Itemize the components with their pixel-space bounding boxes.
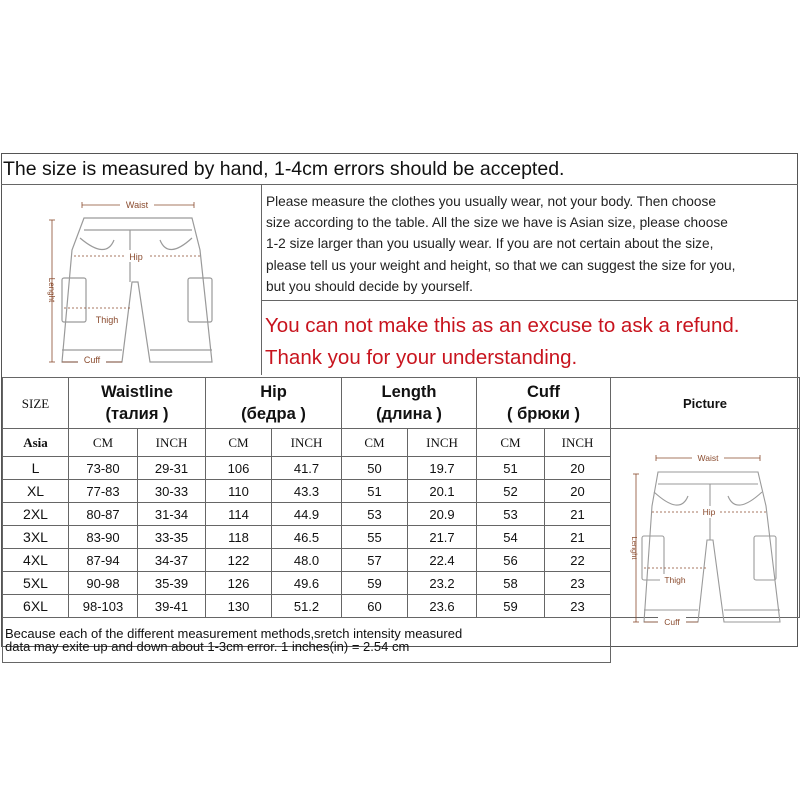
table-cell: 31-34 (138, 503, 206, 526)
size-header: SIZE (3, 378, 69, 429)
cell-text: data may exite up and down about 1-3cm error. 1 inches(in) = 2.54 cm (5, 639, 410, 654)
table-cell: 21 (545, 526, 611, 549)
cell-text: Length (381, 383, 437, 401)
table-cell: 77-83 (69, 480, 138, 503)
table-cell: 29-31 (138, 457, 206, 480)
note-line: please tell us your weight and height, so that we can suggest the size for you, (266, 257, 736, 273)
table-cell: 51 (477, 457, 545, 480)
table-cell: 5XL (3, 572, 69, 595)
table-cell: 53 (342, 503, 408, 526)
table-cell: 21.7 (408, 526, 477, 549)
table-cell: 4XL (3, 549, 69, 572)
cuff-header (477, 378, 611, 429)
table-cell: 87-94 (69, 549, 138, 572)
thigh-label: Thigh (95, 315, 119, 325)
cell-text: Hip (260, 383, 287, 401)
length-label: Lenght (47, 277, 56, 303)
table-cell: 33-35 (138, 526, 206, 549)
table-cell: XL (3, 480, 69, 503)
unit-cm: CM (69, 429, 138, 457)
table-cell: 90-98 (69, 572, 138, 595)
table-cell: 30-33 (138, 480, 206, 503)
table-cell: 48.0 (272, 549, 342, 572)
table-cell: 106 (206, 457, 272, 480)
table-cell: 6XL (3, 595, 69, 618)
table-cell: 114 (206, 503, 272, 526)
region-label: Asia (3, 429, 69, 457)
unit-cm: CM (206, 429, 272, 457)
cuff-label: Cuff (83, 355, 101, 365)
table-cell: 49.6 (272, 572, 342, 595)
waist-label: Waist (125, 200, 149, 210)
table-cell: 59 (477, 595, 545, 618)
hip-label: Hip (129, 252, 143, 262)
cell-text: Cuff (527, 383, 560, 401)
table-cell: 3XL (3, 526, 69, 549)
thigh-label: Thigh (664, 575, 686, 585)
headline: The size is measured by hand, 1-4cm errors should be accepted. (3, 158, 565, 180)
hip-label: Hip (702, 507, 716, 517)
measurement-notes (266, 191, 791, 297)
table-cell: 130 (206, 595, 272, 618)
table-cell: 53 (477, 503, 545, 526)
table-cell: 126 (206, 572, 272, 595)
table-cell: 35-39 (138, 572, 206, 595)
table-cell: 60 (342, 595, 408, 618)
cell-text: (длина ) (376, 405, 442, 423)
table-cell: 44.9 (272, 503, 342, 526)
table-cell: 56 (477, 549, 545, 572)
table-cell: 20.1 (408, 480, 477, 503)
table-cell: L (3, 457, 69, 480)
table-cell: 46.5 (272, 526, 342, 549)
shorts-diagram-top (22, 190, 250, 372)
table-cell: 22.4 (408, 549, 477, 572)
unit-inch: INCH (272, 429, 342, 457)
table-cell: 20.9 (408, 503, 477, 526)
divider (1, 184, 798, 185)
unit-inch: INCH (138, 429, 206, 457)
note-line: but you should decide by yourself. (266, 278, 473, 294)
cell-text: Because each of the different measurement methods,sretch intensity measured (5, 626, 463, 641)
table-cell: 83-90 (69, 526, 138, 549)
unit-inch: INCH (545, 429, 611, 457)
table-cell: 23 (545, 572, 611, 595)
table-cell: 39-41 (138, 595, 206, 618)
cell-text: Waistline (101, 383, 173, 401)
cell-text: (талия ) (105, 405, 169, 423)
unit-inch: INCH (408, 429, 477, 457)
warning-line: Thank you for your understanding. (265, 346, 578, 369)
waistline-header (69, 378, 206, 429)
table-cell: 51 (342, 480, 408, 503)
table-cell: 52 (477, 480, 545, 503)
cuff-label: Cuff (664, 617, 680, 627)
table-cell: 23.6 (408, 595, 477, 618)
hip-header (206, 378, 342, 429)
table-cell: 59 (342, 572, 408, 595)
table-cell: 2XL (3, 503, 69, 526)
table-cell: 54 (477, 526, 545, 549)
table-cell: 58 (477, 572, 545, 595)
table-cell: 57 (342, 549, 408, 572)
table-cell: 23.2 (408, 572, 477, 595)
note-line: Please measure the clothes you usually wear, not your body. Then choose (266, 194, 716, 209)
table-cell: 22 (545, 549, 611, 572)
table-footer-note (3, 618, 611, 663)
table-cell: 23 (545, 595, 611, 618)
refund-warning (265, 310, 739, 374)
shorts-diagram-picture (630, 440, 790, 640)
table-cell: 122 (206, 549, 272, 572)
table-cell: 41.7 (272, 457, 342, 480)
divider (261, 184, 262, 375)
cell-text: (бедра ) (241, 405, 306, 423)
table-cell: 110 (206, 480, 272, 503)
table-cell: 21 (545, 503, 611, 526)
picture-header: Picture (611, 378, 800, 429)
table-cell: 51.2 (272, 595, 342, 618)
length-label: Lenght (630, 536, 639, 560)
table-cell: 98-103 (69, 595, 138, 618)
table-cell: 34-37 (138, 549, 206, 572)
table-cell: 50 (342, 457, 408, 480)
table-cell: 20 (545, 480, 611, 503)
unit-cm: CM (477, 429, 545, 457)
table-cell: 118 (206, 526, 272, 549)
cell-text: ( брюки ) (507, 405, 580, 423)
waist-label: Waist (697, 453, 719, 463)
table-cell: 20 (545, 457, 611, 480)
note-line: size according to the table. All the size we have is Asian size, please choose (266, 215, 728, 231)
divider (261, 300, 798, 301)
warning-line: You can not make this as an excuse to ask a refund. (265, 314, 740, 337)
unit-cm: CM (342, 429, 408, 457)
table-cell: 43.3 (272, 480, 342, 503)
table-cell: 73-80 (69, 457, 138, 480)
table-cell: 55 (342, 526, 408, 549)
table-cell: 80-87 (69, 503, 138, 526)
note-line: 1-2 size larger than you usually wear. If you are not certain about the size, (266, 236, 714, 252)
table-cell: 19.7 (408, 457, 477, 480)
length-header (342, 378, 477, 429)
